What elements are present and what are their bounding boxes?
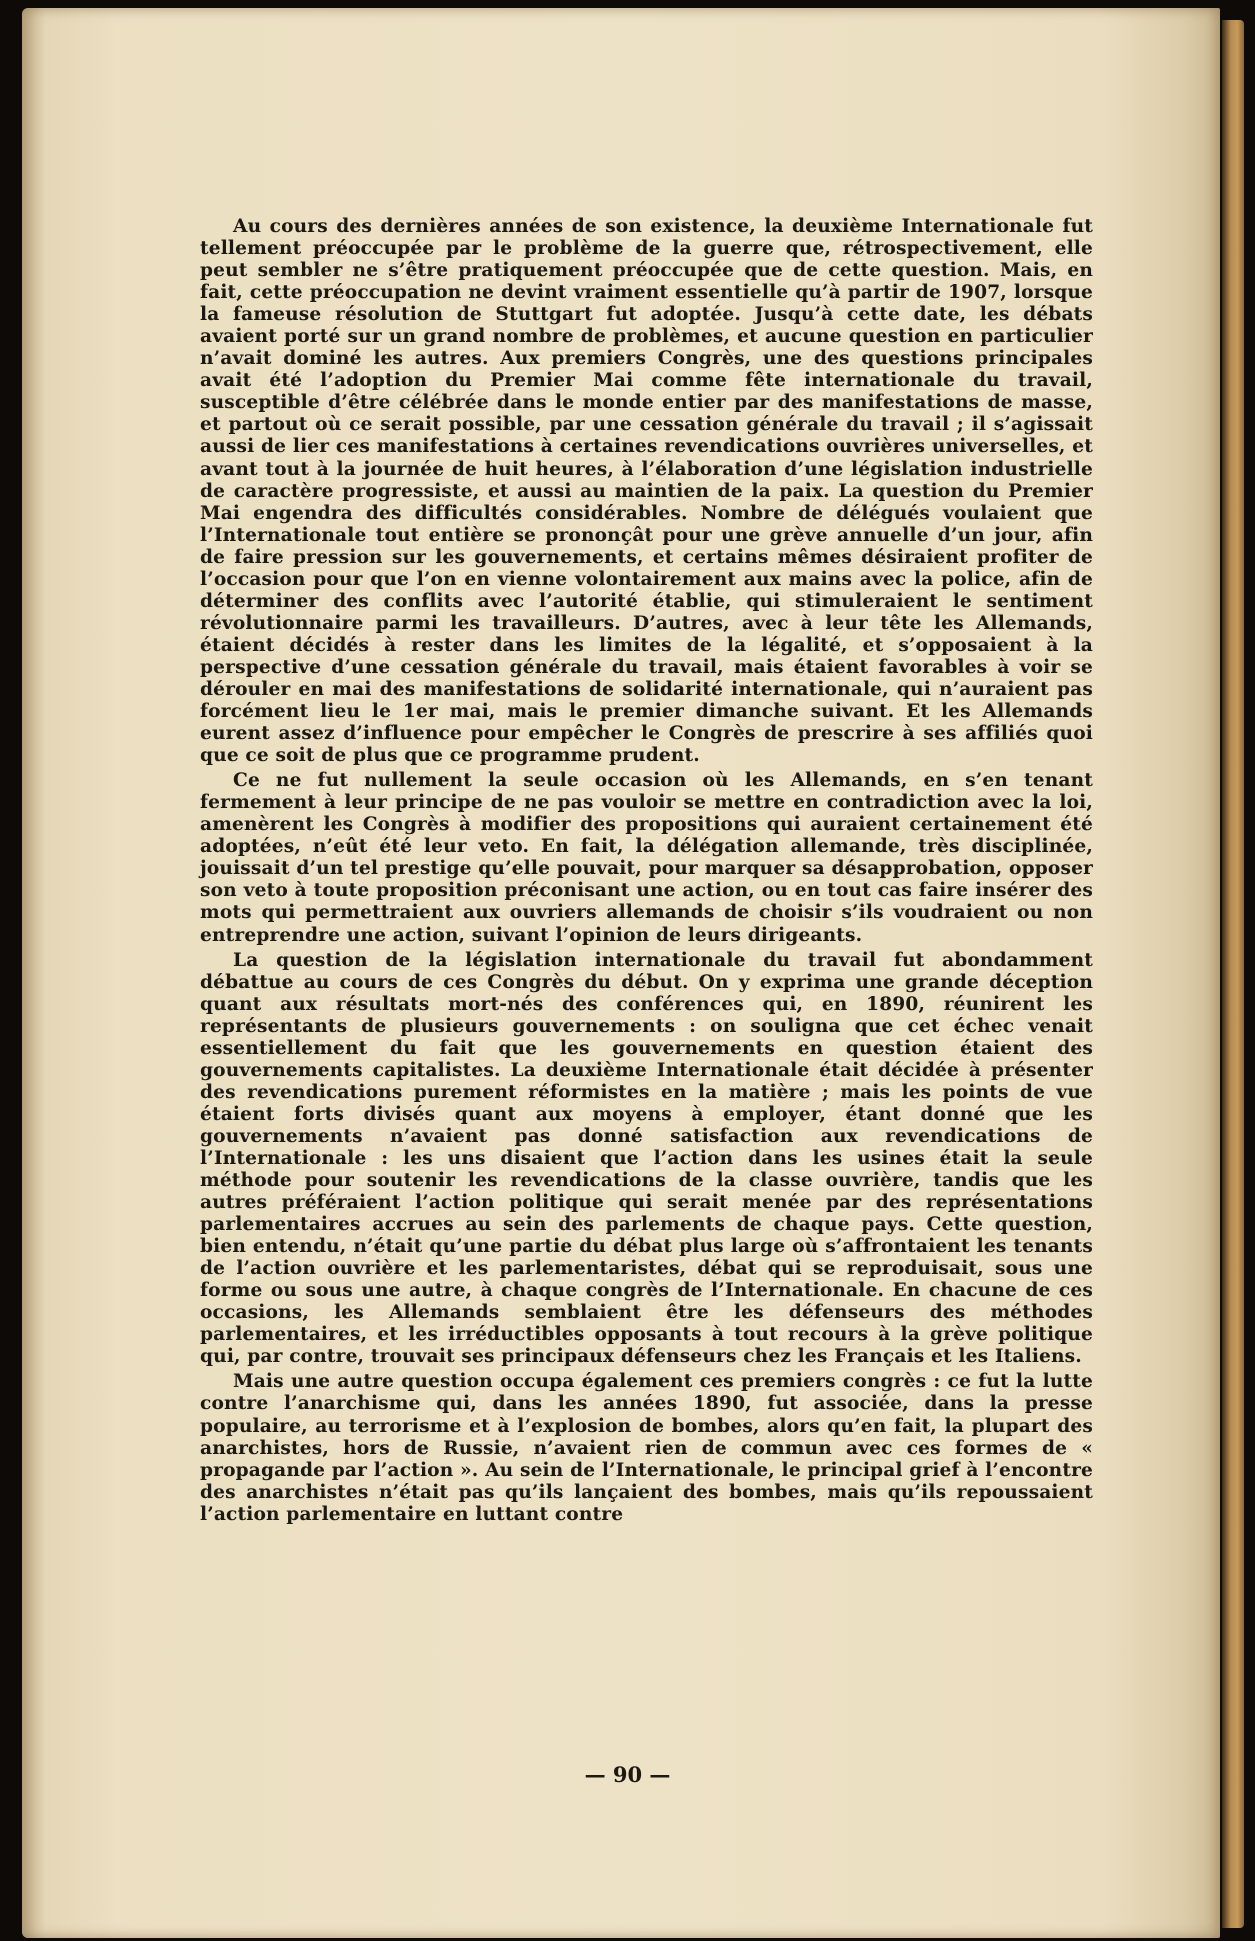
paragraph-1: Au cours des dernières années de son existence, la deuxième Internationale fut tellement préoccupée par le problème de la guerre que, rétrospectivement, elle peut sembler ne s’être pratiquement préoccupée que de cette question. Mais, en fait, cette préoccupation ne devint vraiment essentielle qu’à partir de 1907, lorsque la fameuse résolution de Stuttgart fut adoptée. Jusqu’à cette date, les débats avaient porté sur un grand nombre de problèmes, et aucune question en particulier n’avait dominé les autres. Aux premiers Congrès, une des questions principales avait été l’adoption du Premier Mai comme fête internationale du travail, susceptible d’être célébrée dans le monde entier par des manifestations de masse, et partout où ce serait possible, par une cessation générale du travail ; il s’agissait aussi de lier ces manifestations à certaines revendications ouvrières universelles, et avant tout à la journée de huit heures, à l’élaboration d’une législation industrielle de caractère progressiste, et aussi au maintien de la paix. La question du Premier Mai engendra des difficultés considérables. Nombre de délégués voulaient que l’Internationale tout entière se prononçât pour une grève annuelle d’un jour, afin de faire pression sur les gouvernements, et certains mêmes désiraient profiter de l’occasion pour que l’on en vienne volontairement aux mains avec la police, afin de déterminer des conflits avec l’autorité établie, qui stimuleraient le sentiment révolutionnaire parmi les travailleurs. D’autres, avec à leur tête les Allemands, étaient décidés à rester dans les limites de la légalité, et s’opposaient à la perspective d’une cessation générale du travail, mais étaient favorables à voir se dérouler en mai des manifestations de solidarité internationale, qui n’auraient pas forcément lieu le 1er mai, mais le premier dimanche suivant. Et les Allemands eurent assez d’influence pour empêcher le Congrès de prescrire à ses affiliés quoi que ce soit de plus que ce programme prudent. (200, 216, 1093, 767)
paragraph-2: Ce ne fut nullement la seule occasion où les Allemands, en s’en tenant fermement à leur principe de ne pas vouloir se mettre en contradiction avec la loi, amenèrent les Congrès à modifier des propositions qui auraient certainement été adoptées, n’eût été leur veto. En fait, la délégation allemande, très disciplinée, jouissait d’un tel prestige qu’elle pouvait, pour marquer sa désapprobation, opposer son veto à toute proposition préconisant une action, ou en tout cas faire insérer des mots qui permettraient aux ouvriers allemands de choisir s’ils voudraient ou non entreprendre une action, suivant l’opinion de leurs dirigeants. (200, 770, 1093, 946)
paragraph-3: La question de la législation internationale du travail fut abondamment débattue au cours de ces Congrès du début. On y exprima une grande déception quant aux résultats mort-nés des conférences qui, en 1890, réunirent les représentants de plusieurs gouvernements : on souligna que cet échec venait essentiellement du fait que les gouvernements en question étaient des gouvernements capitalistes. La deuxième Internationale était décidée à présenter des revendications purement réformistes en la matière ; mais les points de vue étaient forts divisés quant aux moyens à employer, étant donné que les gouvernements n’avaient pas donné satisfaction aux revendications de l’Internationale : les uns disaient que l’action dans les usines était la seule méthode pour soutenir les revendications de la classe ouvrière, tandis que les autres préféraient l’action politique qui serait menée par des représentations parlementaires accrues au sein des parlements de chaque pays. Cette question, bien entendu, n’était qu’une partie du débat plus large où s’affrontaient les tenants de l’action ouvrière et les parlementaristes, débat qui se reproduisait, sous une forme ou sous une autre, à chaque congrès de l’Internationale. En chacune de ces occasions, les Allemands semblaient être les défenseurs des méthodes parlementaires, et les irréductibles opposants à tout recours à la grève politique qui, par contre, trouvait ses principaux défenseurs chez les Français et les Italiens. (200, 949, 1093, 1368)
page-number: — 90 — (584, 1762, 671, 1787)
paragraph-4: Mais une autre question occupa également ces premiers congrès : ce fut la lutte contre l’anarchisme qui, dans les années 1890, fut associée, dans la presse populaire, au terrorisme et à l’explosion de bombes, alors qu’en fait, la plupart des anarchistes, hors de Russie, n’avaient rien de commun avec ces formes de « propagande par l’action ». Au sein de l’Internationale, le principal grief à l’encontre des anarchistes n’était pas qu’ils lançaient des bombes, mais qu’ils repoussaient l’action parlementaire en luttant contre (200, 1371, 1093, 1525)
page-edge (1222, 20, 1244, 1928)
body-text (200, 216, 1093, 1526)
